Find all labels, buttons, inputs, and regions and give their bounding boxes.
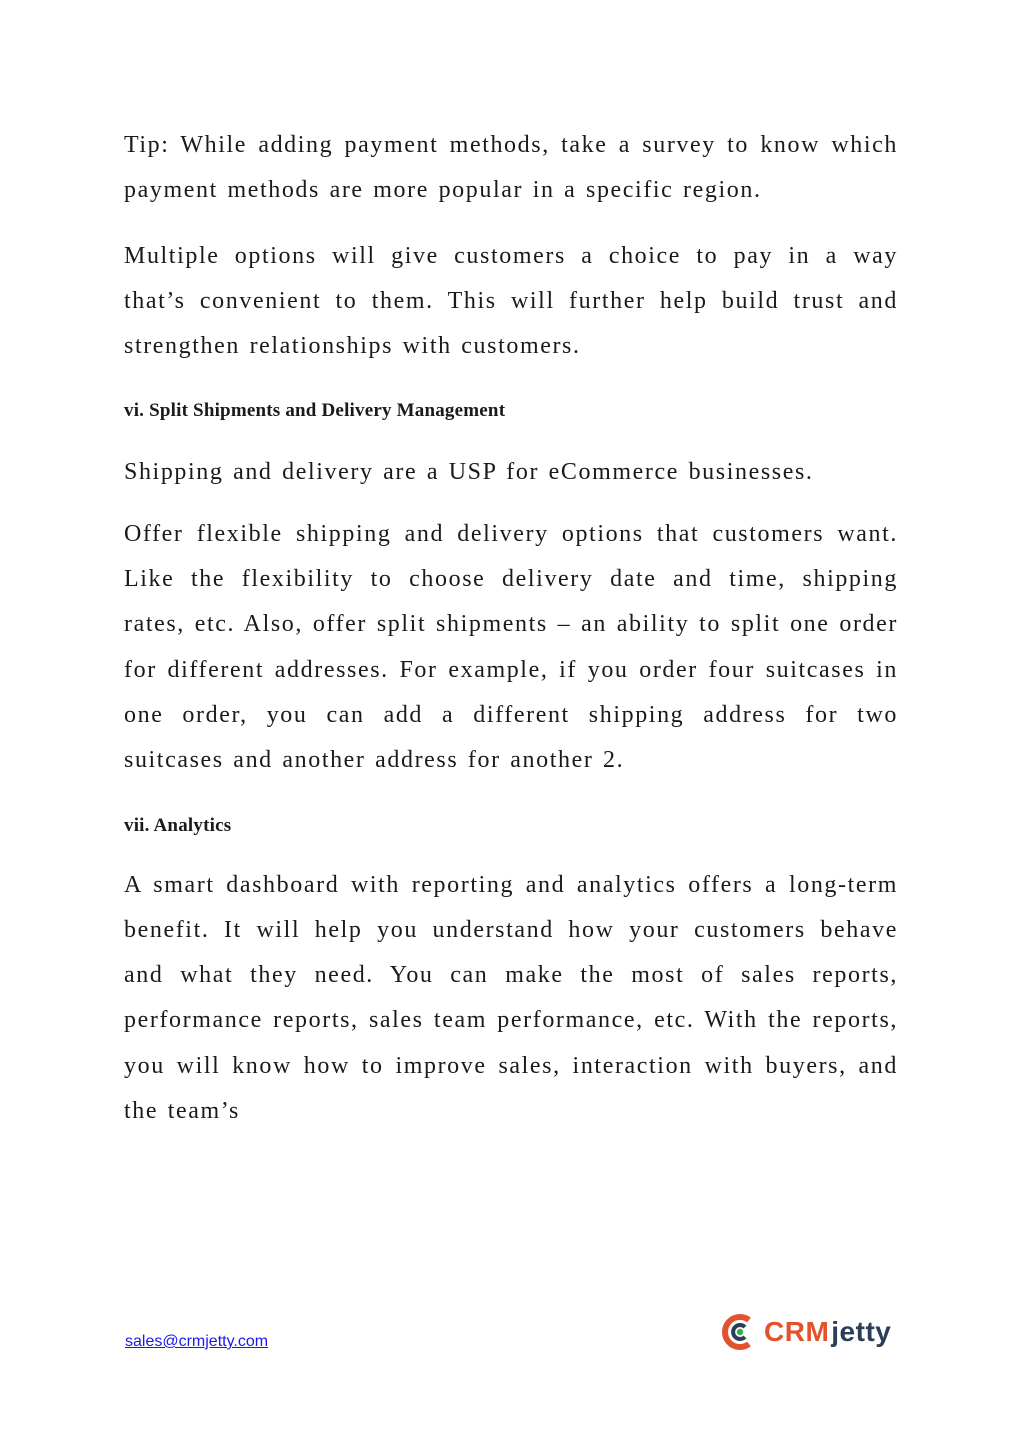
section-heading-analytics: vii. Analytics	[124, 814, 232, 836]
logo-text-jetty: jetty	[831, 1316, 892, 1347]
payment-options-paragraph: Multiple options will give customers a choice to pay in a way that’s convenient to them. This will further help build trust and strengthen relationships with customers.	[124, 242, 898, 360]
section-heading-split-shipments: vi. Split Shipments and Delivery Management	[124, 400, 506, 422]
logo-text-crm: CRM	[764, 1316, 830, 1347]
flexible-shipping-paragraph: Offer flexible shipping and delivery options that customers want. Like the flexibility to choose delivery date and time, shipping rates, etc. Also, offer split shipments – an ability to split one order for different addresses. For example, if you order four suitcases in one order, you can add a different shipping address for two suitcases and another address for another 2.	[124, 520, 898, 774]
analytics-paragraph: A smart dashboard with reporting and analytics offers a long-term benefit. It will help you understand how your customers behave and what they need. You can make the most of sales reports, performance reports, sales team performance, etc. With the reports, you will know how to improve sales, interaction with buyers, and the team’s	[124, 871, 898, 1125]
shipping-usp-paragraph: Shipping and delivery are a USP for eCommerce businesses.	[124, 459, 814, 486]
crmjetty-logo-icon	[722, 1312, 756, 1352]
footer-email-link[interactable]: sales@crmjetty.com	[125, 1333, 269, 1350]
tip-paragraph: Tip: While adding payment methods, take a survey to know which payment methods are more popular in a specific region.	[124, 132, 898, 204]
crmjetty-logo	[722, 1310, 891, 1354]
document-body	[124, 123, 898, 1134]
